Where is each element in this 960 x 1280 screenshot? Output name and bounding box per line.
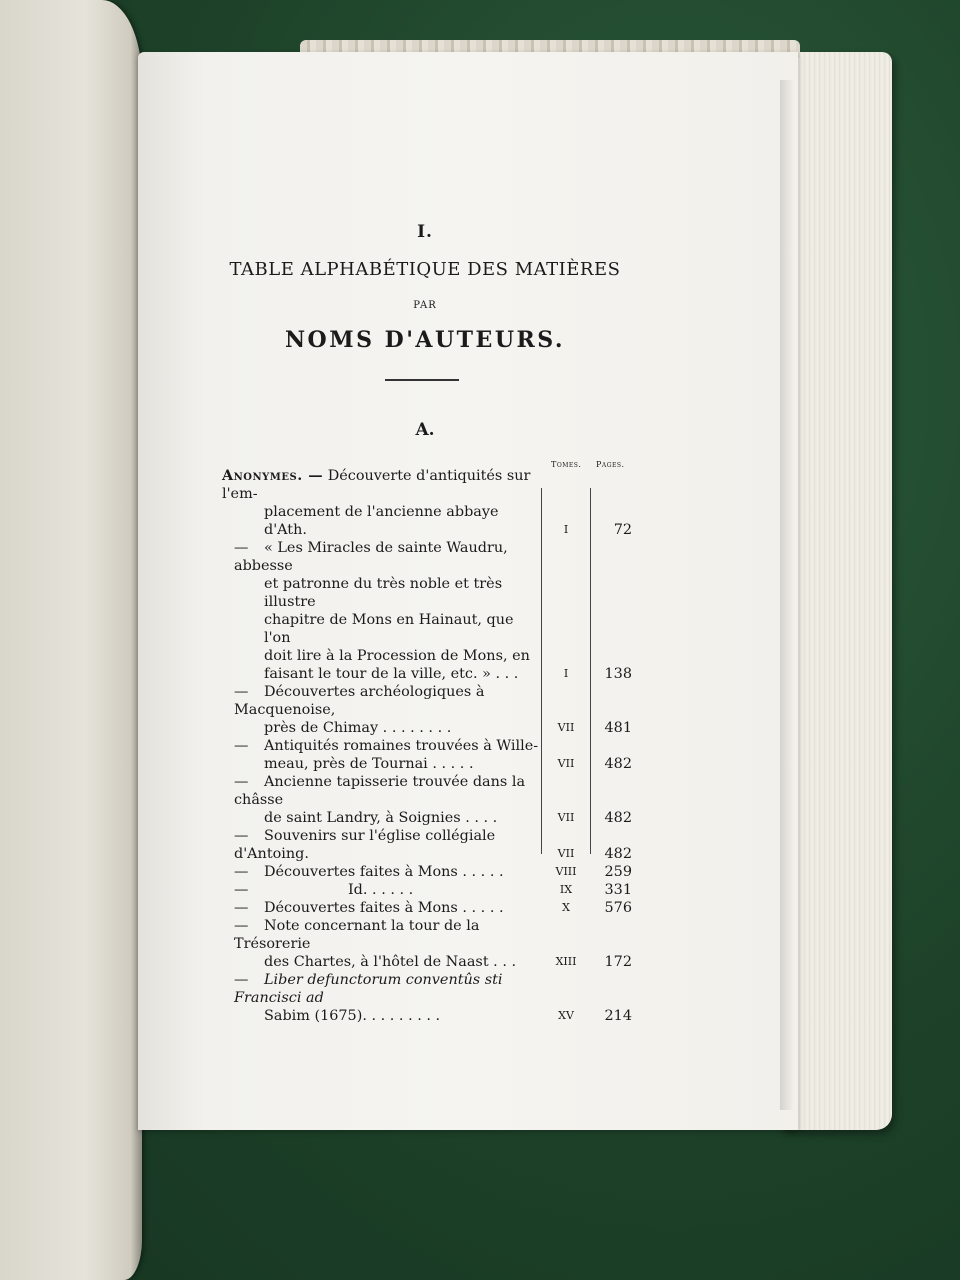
- entry-page: 482: [604, 846, 632, 862]
- entry-dash: —: [234, 918, 249, 934]
- entry-line: Id. . . . . .: [348, 882, 414, 898]
- toc-list: [222, 467, 632, 1025]
- par-label: PAR: [413, 300, 437, 311]
- toc-entry: [222, 773, 632, 827]
- entry-dash: —: [234, 774, 249, 790]
- toc-entry: [222, 881, 632, 899]
- entry-line: Découvertes archéologiques à Macquenoise,: [234, 684, 485, 718]
- entry-page: 331: [604, 882, 632, 898]
- column-header-pages: Pages.: [596, 460, 625, 469]
- entry-tome: VII: [557, 847, 575, 860]
- entry-page: 172: [604, 954, 632, 970]
- entry-page: 259: [604, 864, 632, 880]
- entry-line: des Chartes, à l'hôtel de Naast . . .: [264, 954, 517, 970]
- entry-tome: XIII: [555, 955, 577, 968]
- entry-tome: VII: [557, 811, 575, 824]
- entry-page: 72: [613, 522, 632, 538]
- entry-page: 481: [604, 720, 632, 736]
- entry-line: Sabim (1675). . . . . . . . .: [264, 1008, 441, 1024]
- entry-line: et patronne du très noble et très illustre: [264, 576, 503, 610]
- entry-line: doit lire à la Procession de Mons, en: [264, 648, 530, 664]
- entry-text: [222, 881, 540, 899]
- entry-tome: I: [563, 667, 569, 680]
- divider: [385, 379, 459, 381]
- entry-page: 576: [604, 900, 632, 916]
- entry-page: 482: [604, 756, 632, 772]
- entry-line: Ancienne tapisserie trouvée dans la châsse: [234, 774, 526, 808]
- entry-line: chapitre de Mons en Hainaut, que l'on: [264, 612, 514, 646]
- entry-text: [222, 737, 540, 773]
- section-number: I.: [417, 222, 433, 242]
- entry-page: 138: [604, 666, 632, 682]
- entry-line: « Les Miracles de sainte Waudru, abbesse: [234, 540, 508, 574]
- entry-author: Anonymes. —: [222, 467, 324, 484]
- entry-text: [222, 773, 540, 827]
- entry-line: près de Chimay . . . . . . . .: [264, 720, 452, 736]
- toc-entry: [222, 917, 632, 971]
- entry-dash: —: [234, 738, 249, 754]
- entry-line: Liber defunctorum conventûs sti Francisci ad: [234, 972, 503, 1006]
- entry-tome: VII: [557, 721, 575, 734]
- toc-entry: [222, 899, 632, 917]
- entry-page: 214: [604, 1008, 632, 1024]
- entry-line: Découvertes faites à Mons . . . . .: [264, 864, 504, 880]
- entry-page: 482: [604, 810, 632, 826]
- page-title: TABLE ALPHABÉTIQUE DES MATIÈRES: [229, 259, 621, 280]
- toc-entry: [222, 683, 632, 737]
- entry-dash: —: [234, 972, 249, 988]
- entry-tome: I: [563, 523, 569, 536]
- entry-line: meau, près de Tournai . . . . .: [264, 756, 474, 772]
- page-subtitle: NOMS D'AUTEURS.: [284, 327, 566, 353]
- entry-text: [222, 917, 540, 971]
- entry-dash: —: [234, 540, 249, 556]
- entry-text: [222, 683, 540, 737]
- entry-dash: —: [234, 864, 249, 880]
- entry-line: Note concernant la tour de la Trésorerie: [234, 918, 480, 952]
- entry-dash: —: [234, 684, 249, 700]
- entry-tome: IX: [559, 883, 573, 896]
- entry-tome: XV: [558, 1009, 574, 1022]
- entry-text: [222, 827, 540, 863]
- toc-entry: [222, 737, 632, 773]
- entry-line: Souvenirs sur l'église collégiale d'Antoing.: [234, 828, 496, 862]
- toc-entry: [222, 971, 632, 1025]
- entry-tome: X: [562, 901, 570, 914]
- entry-dash: —: [234, 828, 249, 844]
- entry-line: placement de l'ancienne abbaye d'Ath.: [264, 504, 499, 538]
- entry-line: Découverte d'antiquités sur l'em-: [222, 468, 531, 502]
- entry-tome: VII: [557, 757, 575, 770]
- entry-line: de saint Landry, à Soignies . . . .: [264, 810, 498, 826]
- entry-dash: —: [234, 900, 249, 916]
- entry-line: faisant le tour de la ville, etc. » . . .: [264, 666, 519, 682]
- entry-text: [222, 863, 540, 881]
- entry-text: [222, 467, 540, 539]
- toc-entry: [222, 467, 632, 539]
- entry-line: Découvertes faites à Mons . . . . .: [264, 900, 504, 916]
- toc-entry: [222, 863, 632, 881]
- entry-line: Antiquités romaines trouvées à Wille-: [264, 738, 539, 754]
- column-header-tomes: Tomes.: [551, 460, 582, 469]
- entry-dash: —: [234, 882, 249, 898]
- entry-text: [222, 539, 540, 683]
- toc-entry: [222, 539, 632, 683]
- entry-text: [222, 971, 540, 1025]
- entry-tome: VIII: [555, 865, 577, 878]
- toc-entry: [222, 827, 632, 863]
- entry-text: [222, 899, 540, 917]
- letter-heading: A.: [415, 420, 435, 440]
